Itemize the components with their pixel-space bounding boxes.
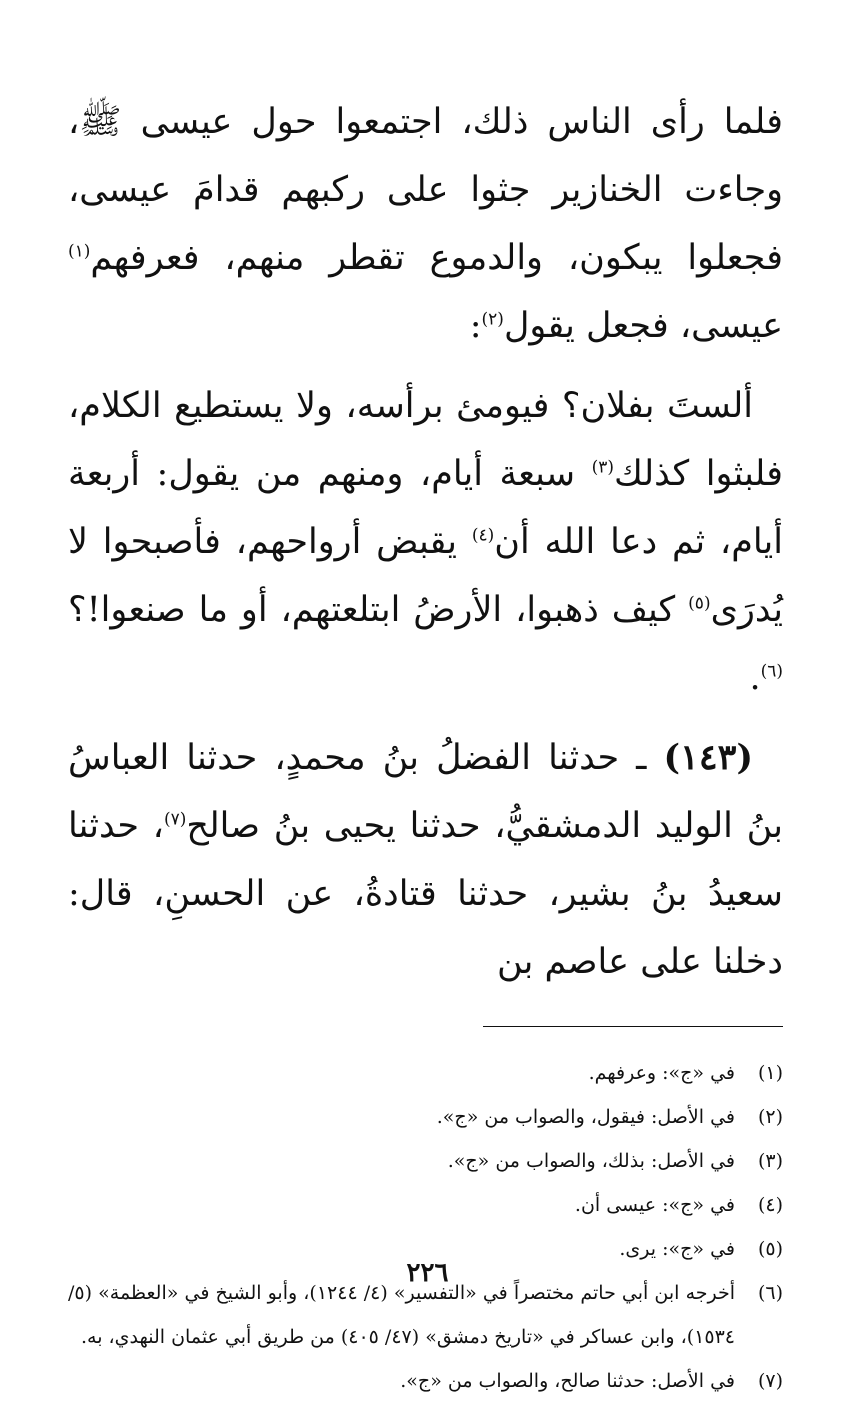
text: سبعة أيام، ومنهم من يقول: أربعة أيام، ثم دعا الله أن [68,454,783,562]
footnote-2 [68,1095,783,1139]
footnote-number: (٣) [757,1150,783,1172]
paragraph-1 [68,88,783,360]
footnote-text: في «ج»: وعرفهم. [588,1062,735,1084]
text: ـ حدثنا الفضلُ بنُ محمدٍ، حدثنا العباسُ بنُ الوليد الدمشقيُّ، حدثنا يحيى بنُ صالح [68,738,783,846]
footnote-ref-5[interactable]: (٥) [688,593,711,614]
paragraph-2 [68,372,783,712]
hadith-number: (١٤٣) [663,737,753,778]
footnote-text: في «ج»: يرى. [619,1238,735,1260]
footnote-7 [68,1359,783,1403]
footnote-4 [68,1183,783,1227]
footnote-text: في «ج»: عيسى أن. [574,1194,735,1216]
text: فلما رأى الناس ذلك، اجتمعوا حول عيسى ﷺ، وجاءت الخنازير جثوا على ركبهم قدامَ عيسى، فجعلوا يبكون، والدموع تقطر منهم، فعرفهم [68,102,783,278]
footnote-3 [68,1139,783,1183]
text: ألستَ بفلان؟ فيومئ برأسه، ولا يستطيع الكلام، فلبثوا كذلك [68,386,783,494]
footnote-number: (٦) [757,1282,783,1304]
footnote-ref-2[interactable]: (٢) [481,309,504,330]
text: ، حدثنا سعيدُ بنُ بشير، حدثنا قتادةُ، عن الحسنِ، قال: دخلنا على عاصم بن [68,806,783,982]
page-number: ٢٢٦ [406,1258,449,1288]
footnote-number: (٥) [757,1238,783,1260]
text: . [749,658,761,698]
text: كيف ذهبوا، الأرضُ ابتلعتهم، أو ما صنعوا!؟ [68,590,689,630]
footnote-ref-6[interactable]: (٦) [760,661,783,682]
footnote-number: (١) [757,1062,783,1084]
footnote-text: في الأصل: فيقول، والصواب من «ج». [436,1106,735,1128]
footnote-separator [483,1026,783,1027]
footnote-number: (٢) [757,1106,783,1128]
footnote-ref-1[interactable]: (١) [68,241,91,262]
footnote-number: (٧) [757,1370,783,1392]
footnote-number: (٤) [757,1194,783,1216]
footnote-1 [68,1051,783,1095]
footnote-text: أخرجه ابن أبي حاتم مختصراً في «التفسير» (٤/ ١٢٤٤)، وأبو الشيخ في «العظمة» (٥/ ١٥٣٤)، وابن عساكر في «تاريخ دمشق» (٤٧/ ٤٠٥) من طريق أبي عثمان النهدي، به. [68,1282,736,1348]
text: يقبض أرواحهم، فأصبحوا لا يُدرَى [68,522,783,630]
footnote-ref-4[interactable]: (٤) [471,525,495,546]
footnote-text: في الأصل: بذلك، والصواب من «ج». [447,1150,735,1172]
footnote-text: في الأصل: حدثنا صالح، والصواب من «ج». [400,1370,735,1392]
footnote-ref-3[interactable]: (٣) [591,457,615,478]
footnotes-list [68,1051,783,1403]
footnote-ref-7[interactable]: (٧) [163,809,187,830]
hadith-paragraph [68,724,783,996]
text: عيسى، فجعل يقول [503,306,783,346]
text: : [469,306,482,346]
